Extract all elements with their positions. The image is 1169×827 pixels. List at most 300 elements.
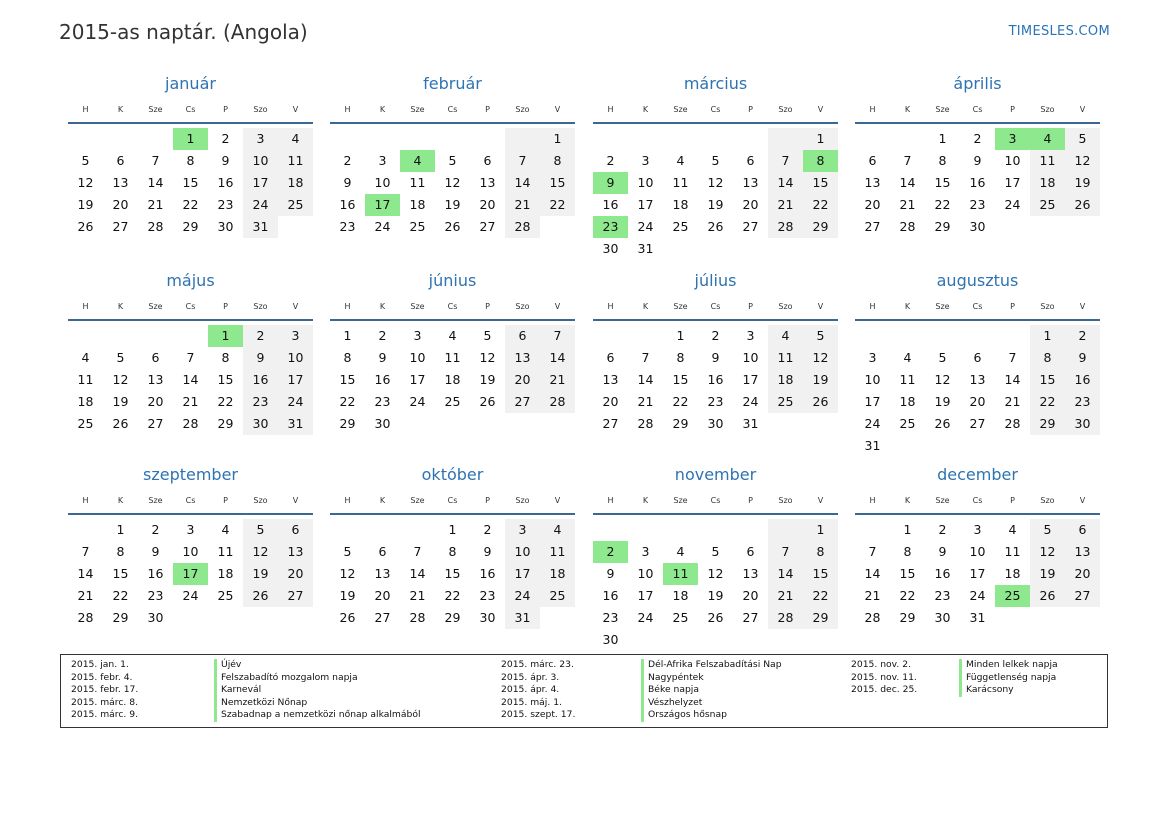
day-cell: 18 [217,566,234,581]
day-cell: 21 [147,197,164,212]
weekday-label: K [379,495,386,505]
day-cell: 7 [540,325,575,347]
day-cell: 17 [278,369,313,391]
weekday-label: Szo [515,104,530,114]
day-cell: 8 [186,153,195,168]
day-cell: 17 [1004,175,1021,190]
weekday-label: V [1079,495,1086,505]
day-cell: 8 [803,541,838,563]
weekday-header [68,293,313,321]
legend-holiday-name: Karácsony [959,684,1058,697]
day-cell: 11 [278,150,313,172]
weekday-label: Cs [185,495,196,505]
day-cell: 23 [1065,391,1100,413]
legend-holiday-name: Dél-Afrika Felszabadítási Nap [641,659,782,672]
day-cell: 13 [1065,541,1100,563]
day-cell: 10 [742,350,759,365]
day-cell: 20 [505,369,540,391]
day-cell: 23 [147,588,164,603]
day-cell: 26 [339,610,356,625]
day-cell: 7 [768,541,803,563]
day-cell: 15 [803,563,838,585]
day-cell: 22 [803,194,838,216]
empty-cell [663,519,698,541]
day-cell: 24 [278,391,313,413]
day-cell: 13 [112,175,129,190]
day-cell: 25 [77,416,94,431]
month-június [330,269,575,435]
legend-date: 2015. nov. 2. [851,659,911,670]
day-cell: 17 [505,563,540,585]
weekday-label: H [344,495,351,505]
day-cell: 31 [278,413,313,435]
day-cell: 7 [81,544,90,559]
day-cell: 21 [899,197,916,212]
day-cell: 12 [707,566,724,581]
day-cell: 12 [1065,150,1100,172]
day-cell: 30 [374,416,391,431]
legend-holiday-name: Szabadnap a nemzetközi nőnap alkalmából [214,709,421,722]
day-cell: 11 [540,541,575,563]
day-cell: 29 [217,416,234,431]
holiday-day-cell: 11 [663,563,698,585]
holiday-day-cell: 4 [1030,128,1065,150]
weekday-label: K [117,301,124,311]
day-cell: 29 [339,416,356,431]
legend-name-column [959,659,1058,697]
day-cell: 23 [969,197,986,212]
day-cell: 13 [969,372,986,387]
day-cell: 6 [278,519,313,541]
empty-cell [103,128,138,150]
weekday-header [855,487,1100,515]
day-cell: 20 [374,588,391,603]
day-cell: 7 [413,544,422,559]
legend-name-column [214,659,421,722]
day-cell: 19 [243,563,278,585]
day-cell: 19 [1065,172,1100,194]
day-cell: 27 [602,416,619,431]
day-cell: 15 [182,175,199,190]
day-cell: 2 [711,328,720,343]
legend-date: 2015. ápr. 4. [501,684,560,696]
day-cell: 11 [1004,544,1021,559]
day-cell: 19 [934,394,951,409]
day-cell: 24 [505,585,540,607]
weekday-label: K [904,495,911,505]
day-cell: 29 [803,216,838,238]
weekday-label: Sze [148,301,163,311]
day-cell: 28 [147,219,164,234]
empty-cell [400,128,435,150]
legend-date-column [71,659,138,722]
holiday-day-cell: 4 [400,150,435,172]
day-cell: 31 [742,416,759,431]
day-cell: 3 [641,544,650,559]
day-cell: 18 [540,563,575,585]
weekday-label: Szo [515,301,530,311]
weekday-label: K [379,104,386,114]
holiday-day-cell: 9 [593,172,628,194]
empty-cell [995,325,1030,347]
month-name: március [683,74,748,93]
weekday-label: V [554,495,561,505]
weekday-label: Cs [447,104,458,114]
legend-date: 2015. márc. 23. [501,659,574,670]
holiday-day-cell: 17 [173,563,208,585]
empty-cell [470,128,505,150]
day-cell: 11 [672,175,689,190]
weekday-label: Szo [1040,104,1055,114]
day-cell: 1 [938,131,947,146]
day-cell: 4 [81,350,90,365]
day-cell: 7 [641,350,650,365]
weekday-header [593,96,838,124]
day-cell: 14 [637,372,654,387]
empty-cell [435,128,470,150]
month-name: január [165,74,216,93]
day-cell: 28 [77,610,94,625]
empty-cell [138,325,173,347]
day-cell: 9 [711,350,720,365]
day-cell: 10 [969,544,986,559]
day-cell: 29 [672,416,689,431]
day-cell: 27 [742,219,759,234]
day-cell: 23 [934,588,951,603]
day-cell: 25 [444,394,461,409]
day-cell: 23 [602,610,619,625]
day-cell: 23 [217,197,234,212]
day-cell: 6 [151,350,160,365]
day-cell: 13 [864,175,881,190]
day-cell: 5 [803,325,838,347]
weekday-label: K [379,301,386,311]
day-cell: 16 [602,197,619,212]
month-április [855,72,1100,238]
legend-date: 2015. dec. 25. [851,684,918,696]
day-grid [330,325,575,435]
day-cell: 19 [707,588,724,603]
day-cell: 27 [864,219,881,234]
weekday-label: Szo [253,301,268,311]
day-cell: 3 [973,522,982,537]
day-cell: 11 [768,347,803,369]
empty-cell [593,325,628,347]
month-március [593,72,838,260]
day-cell: 20 [969,394,986,409]
day-cell: 8 [938,153,947,168]
day-cell: 17 [409,372,426,387]
day-cell: 4 [278,128,313,150]
brand-link[interactable]: TIMESLES.COM [1008,24,1110,39]
weekday-label: H [82,301,89,311]
day-cell: 12 [707,175,724,190]
weekday-label: H [82,104,89,114]
day-cell: 30 [479,610,496,625]
day-cell: 4 [903,350,912,365]
day-cell: 29 [112,610,129,625]
day-cell: 22 [934,197,951,212]
day-cell: 26 [803,391,838,413]
month-name: május [166,271,215,290]
empty-cell [103,325,138,347]
weekday-label: H [344,104,351,114]
day-cell: 20 [479,197,496,212]
day-cell: 14 [768,172,803,194]
day-cell: 27 [969,416,986,431]
day-cell: 28 [540,391,575,413]
day-cell: 1 [540,128,575,150]
day-cell: 5 [1030,519,1065,541]
day-cell: 24 [637,610,654,625]
day-cell: 20 [147,394,164,409]
day-cell: 9 [483,544,492,559]
weekday-label: Cs [710,104,721,114]
holiday-day-cell: 17 [365,194,400,216]
day-cell: 9 [221,153,230,168]
empty-cell [960,325,995,347]
day-cell: 13 [742,566,759,581]
day-cell: 25 [409,219,426,234]
day-cell: 14 [409,566,426,581]
weekday-label: V [292,104,299,114]
day-cell: 11 [899,372,916,387]
day-cell: 4 [768,325,803,347]
day-cell: 12 [444,175,461,190]
day-cell: 7 [903,153,912,168]
day-cell: 19 [803,369,838,391]
month-name: április [953,74,1002,93]
day-cell: 11 [444,350,461,365]
day-cell: 16 [217,175,234,190]
day-cell: 18 [1030,172,1065,194]
day-cell: 21 [768,194,803,216]
day-cell: 25 [672,610,689,625]
day-cell: 31 [864,438,881,453]
day-cell: 28 [768,216,803,238]
weekday-label: Szo [1040,301,1055,311]
day-cell: 24 [969,588,986,603]
weekday-label: P [485,104,490,114]
month-szeptember [68,463,313,629]
day-cell: 6 [1065,519,1100,541]
month-name: augusztus [936,271,1019,290]
day-cell: 15 [217,372,234,387]
day-cell: 15 [899,566,916,581]
weekday-label: Cs [710,495,721,505]
day-cell: 9 [1065,347,1100,369]
day-cell: 6 [868,153,877,168]
day-cell: 2 [221,131,230,146]
day-cell: 12 [77,175,94,190]
day-cell: 28 [768,607,803,629]
weekday-label: K [642,104,649,114]
holiday-legend [60,654,1108,728]
weekday-label: K [642,495,649,505]
weekday-label: K [904,104,911,114]
day-cell: 10 [243,150,278,172]
day-cell: 25 [278,194,313,216]
day-cell: 28 [637,416,654,431]
day-cell: 3 [746,328,755,343]
day-cell: 1 [448,522,457,537]
day-cell: 8 [116,544,125,559]
day-cell: 12 [479,350,496,365]
weekday-header [330,487,575,515]
day-grid [855,128,1100,238]
day-cell: 22 [444,588,461,603]
day-cell: 22 [217,394,234,409]
day-cell: 5 [243,519,278,541]
day-cell: 26 [934,416,951,431]
weekday-label: Szo [778,104,793,114]
day-cell: 3 [641,153,650,168]
day-cell: 5 [711,544,720,559]
weekday-label: V [817,301,824,311]
legend-holiday-name: Újév [214,659,421,672]
day-cell: 15 [540,172,575,194]
month-december [855,463,1100,629]
empty-cell [855,519,890,541]
weekday-label: H [82,495,89,505]
day-cell: 30 [707,416,724,431]
day-cell: 13 [742,175,759,190]
weekday-label: Cs [972,495,983,505]
day-cell: 28 [864,610,881,625]
day-cell: 14 [540,347,575,369]
day-cell: 16 [934,566,951,581]
day-cell: 2 [343,153,352,168]
day-cell: 19 [479,372,496,387]
day-grid [593,519,838,651]
day-cell: 11 [217,544,234,559]
day-cell: 26 [1030,585,1065,607]
day-cell: 6 [606,350,615,365]
legend-holiday-name: Felszabadító mozgalom napja [214,672,421,685]
legend-holiday-name: Nagypéntek [641,672,782,685]
day-cell: 26 [243,585,278,607]
day-cell: 13 [505,347,540,369]
day-cell: 22 [540,194,575,216]
day-cell: 29 [803,607,838,629]
day-cell: 23 [339,219,356,234]
day-cell: 26 [479,394,496,409]
day-cell: 16 [1065,369,1100,391]
legend-date-column [851,659,917,697]
day-cell: 15 [444,566,461,581]
day-cell: 24 [742,394,759,409]
weekday-label: P [1010,301,1015,311]
day-cell: 19 [1030,563,1065,585]
day-cell: 7 [1008,350,1017,365]
legend-date: 2015. febr. 4. [71,671,133,683]
legend-holiday-name: Vészhelyzet [641,697,782,710]
day-cell: 12 [934,372,951,387]
day-cell: 31 [505,607,540,629]
day-cell: 3 [186,522,195,537]
day-cell: 17 [969,566,986,581]
weekday-label: Sze [673,104,688,114]
day-cell: 14 [182,372,199,387]
day-cell: 27 [112,219,129,234]
day-cell: 21 [1004,394,1021,409]
day-cell: 7 [505,150,540,172]
day-cell: 13 [278,541,313,563]
day-cell: 21 [77,588,94,603]
weekday-label: Szo [778,301,793,311]
empty-cell [400,519,435,541]
day-cell: 12 [1030,541,1065,563]
day-cell: 9 [606,566,615,581]
legend-date: 2015. jan. 1. [71,659,129,670]
day-cell: 21 [637,394,654,409]
day-cell: 21 [540,369,575,391]
day-grid [68,325,313,435]
day-cell: 8 [676,350,685,365]
day-cell: 9 [378,350,387,365]
day-cell: 18 [899,394,916,409]
day-cell: 24 [182,588,199,603]
legend-date: 2015. márc. 8. [71,696,139,708]
day-cell: 25 [217,588,234,603]
day-cell: 29 [934,219,951,234]
day-cell: 3 [243,128,278,150]
weekday-label: Sze [410,104,425,114]
day-cell: 20 [602,394,619,409]
day-cell: 26 [444,219,461,234]
day-cell: 10 [637,566,654,581]
day-cell: 30 [147,610,164,625]
day-cell: 18 [768,369,803,391]
empty-cell [890,325,925,347]
day-cell: 11 [409,175,426,190]
day-cell: 17 [243,172,278,194]
day-cell: 16 [374,372,391,387]
day-cell: 15 [934,175,951,190]
month-július [593,269,838,435]
day-cell: 5 [711,153,720,168]
day-cell: 7 [186,350,195,365]
weekday-label: V [554,104,561,114]
weekday-label: P [748,495,753,505]
day-cell: 9 [343,175,352,190]
empty-cell [593,128,628,150]
weekday-label: Sze [935,495,950,505]
day-cell: 3 [868,350,877,365]
weekday-label: Sze [410,495,425,505]
legend-holiday-name: Függetlenség napja [959,672,1058,685]
weekday-header [855,293,1100,321]
weekday-label: V [1079,301,1086,311]
day-cell: 30 [1065,413,1100,435]
day-cell: 15 [112,566,129,581]
day-cell: 16 [969,175,986,190]
weekday-label: K [904,301,911,311]
day-cell: 14 [899,175,916,190]
weekday-label: P [485,301,490,311]
day-cell: 25 [540,585,575,607]
weekday-header [68,96,313,124]
day-cell: 30 [602,241,619,256]
day-cell: 30 [217,219,234,234]
day-cell: 5 [81,153,90,168]
day-grid [593,325,838,435]
day-cell: 29 [182,219,199,234]
weekday-label: Sze [673,301,688,311]
day-grid [330,519,575,629]
day-cell: 7 [151,153,160,168]
day-cell: 8 [448,544,457,559]
